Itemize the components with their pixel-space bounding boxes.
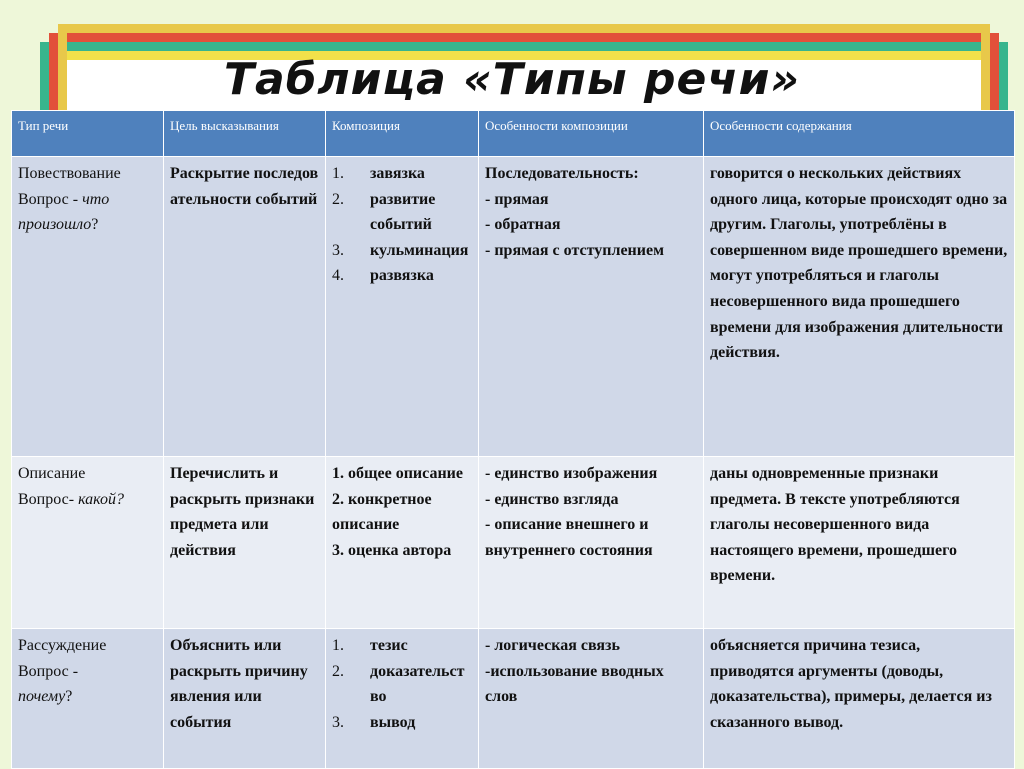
cell-type bbox=[12, 457, 164, 629]
cell-goal: Перечислить и раскрыть признаки предмета или действия bbox=[164, 457, 326, 629]
cell-goal: Объяснить или раскрыть причину явления или события bbox=[164, 629, 326, 769]
feature-line: - описание внешнего и внутреннего состояния bbox=[485, 516, 653, 559]
cell-content-features: объясняется причина тезиса, приводятся аргументы (доводы, доказательства), примеры, делается из сказанного вывод. bbox=[704, 629, 1015, 769]
feature-line: - единство взгляда bbox=[485, 490, 619, 508]
list-item: 2. доказательство bbox=[332, 662, 465, 706]
table-row-narration bbox=[12, 157, 1015, 457]
type-name: Рассуждение bbox=[18, 637, 107, 654]
list-item: 3. кульминация bbox=[332, 241, 469, 259]
question-prefix: Вопрос - bbox=[18, 190, 79, 208]
frame-stripe-yellow bbox=[58, 24, 990, 33]
list-item: 2. конкретное описание bbox=[332, 490, 432, 534]
cell-goal: Раскрытие последовательности событий bbox=[164, 157, 326, 457]
cell-content-features: говорится о нескольких действиях одного лица, которые происходят одно за другим. Глаголы, употреблёны в совершенном виде прошедшего времени, могут употребляться и глаголы несовершенного вида прошедшего времени для изображения длительности действия. bbox=[704, 157, 1015, 457]
list-item: 1. тезис bbox=[332, 637, 408, 654]
list-item: 3. вывод bbox=[332, 713, 416, 731]
speech-types-table bbox=[11, 110, 1015, 769]
page-title: Таблица «Типы речи» bbox=[223, 54, 801, 105]
feature-line: - прямая bbox=[485, 190, 549, 208]
question-suffix: ? bbox=[91, 216, 99, 234]
cell-composition-features bbox=[479, 629, 704, 769]
header-composition: Композиция bbox=[326, 111, 479, 157]
feature-line: Последовательность: bbox=[485, 165, 639, 182]
header-goal: Цель высказывания bbox=[164, 111, 326, 157]
question-prefix: Вопрос- bbox=[18, 490, 75, 508]
cell-composition bbox=[326, 457, 479, 629]
composition-list bbox=[332, 633, 472, 735]
header-content-features: Особенности содержания bbox=[704, 111, 1015, 157]
feature-line: - единство изображения bbox=[485, 465, 658, 482]
list-item: 1. общее описание bbox=[332, 465, 463, 482]
cell-composition-features bbox=[479, 457, 704, 629]
cell-type bbox=[12, 629, 164, 769]
question-text: что произошло bbox=[18, 190, 110, 234]
cell-composition bbox=[326, 157, 479, 457]
header-type: Тип речи bbox=[12, 111, 164, 157]
cell-composition-features bbox=[479, 157, 704, 457]
list-item: 2. развитие событий bbox=[332, 190, 436, 234]
cell-composition bbox=[326, 629, 479, 769]
feature-line: - обратная bbox=[485, 216, 561, 234]
table-row-reasoning bbox=[12, 629, 1015, 769]
list-item: 1. завязка bbox=[332, 165, 425, 182]
question-prefix: Вопрос - bbox=[18, 662, 79, 680]
question-text: почему bbox=[18, 688, 66, 706]
list-item: 3. оценка автора bbox=[332, 541, 452, 559]
frame-stripe-green bbox=[58, 42, 990, 51]
feature-line: - логическая связь bbox=[485, 637, 620, 654]
composition-list bbox=[332, 161, 472, 289]
feature-line: -использование вводных слов bbox=[485, 662, 664, 706]
table-row-description bbox=[12, 457, 1015, 629]
table-header-row bbox=[12, 111, 1015, 157]
question-suffix: ? bbox=[65, 688, 73, 706]
cell-type bbox=[12, 157, 164, 457]
cell-content-features: даны одновременные признаки предмета. В тексте употребляются глаголы несовершенного вида настоящего времени, прошедшего времени. bbox=[704, 457, 1015, 629]
list-item: 4. развязка bbox=[332, 267, 434, 285]
header-composition-features: Особенности композиции bbox=[479, 111, 704, 157]
type-name: Описание bbox=[18, 465, 86, 482]
question-text: какой? bbox=[78, 490, 125, 508]
type-name: Повествование bbox=[18, 165, 121, 182]
feature-line: - прямая с отступлением bbox=[485, 241, 664, 259]
frame-stripe-red bbox=[58, 33, 990, 42]
